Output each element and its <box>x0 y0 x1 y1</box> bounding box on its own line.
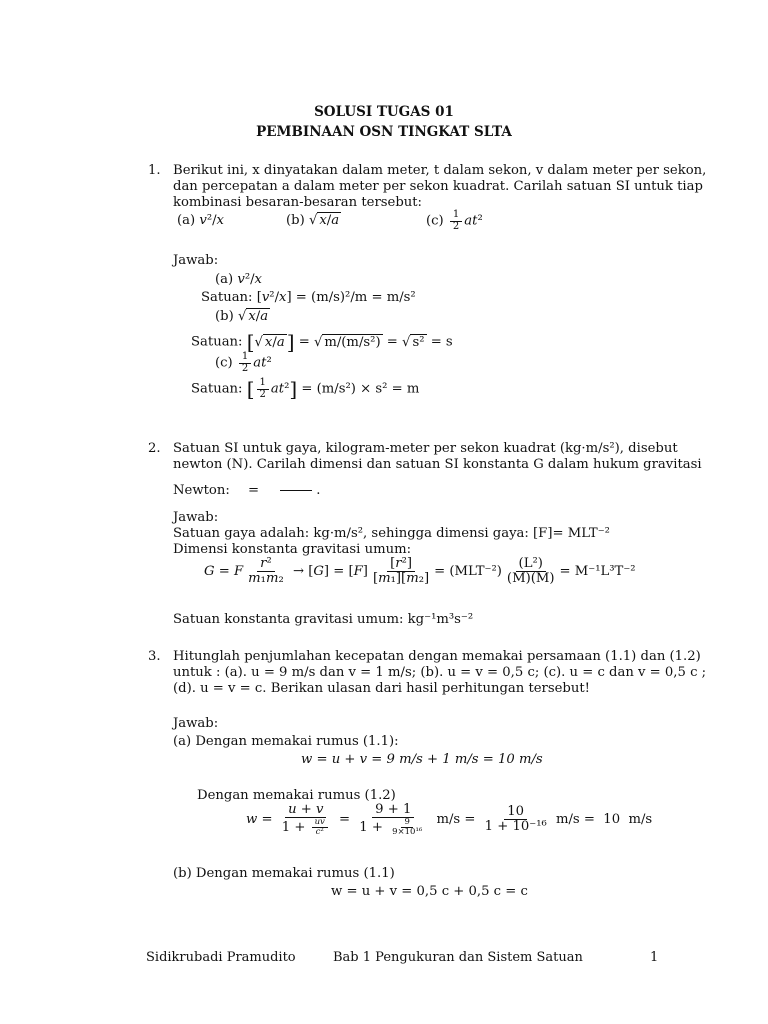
question-3-number: 3. <box>148 649 161 664</box>
question-3-line-3: (d). u = v = c. Berikan ulasan dari hasil perhitungan tersebut! <box>173 681 590 696</box>
q2-answer-1: Satuan gaya adalah: kg·m/s², sehingga dimensi gaya: [F]= MLT⁻² <box>173 526 610 541</box>
q2-jawab: Jawab: <box>173 510 219 525</box>
q3-part-a-equation: w = u + v = 9 m/s + 1 m/s = 10 m/s <box>301 752 543 767</box>
question-3-line-2: untuk : (a). u = 9 m/s dan v = 1 m/s; (b). u = v = 0,5 c; (c). u = c dan v = 0,5 c ; <box>173 665 707 680</box>
q2-answer-2: Dimensi konstanta gravitasi umum: <box>173 542 412 557</box>
question-2-line-1: Satuan SI untuk gaya, kilogram-meter per sekon kuadrat (kg·m/s²), disebut <box>173 441 678 456</box>
q3-part-b-label: (b) Dengan memakai rumus (1.1) <box>173 866 395 881</box>
q2-newton-label: Newton: <box>173 483 230 498</box>
page-subtitle: PEMBINAAN OSN TINGKAT SLTA <box>256 124 512 140</box>
option-a: (a) v²/x <box>177 213 224 228</box>
q1-jawab: Jawab: <box>173 253 219 268</box>
q3-part-a-label: (a) Dengan memakai rumus (1.1): <box>173 734 399 749</box>
q3-part-a2-equation: w = u + v 1 + $\frac{uv}{\text{c²}}$ = 9 + 1 1 + $\frac{9}{\text{9×10¹⁶}}$ m/s = $\frac{10}{\text{1 + 10⁻¹⁶}}$ m/s = 10 m/s <box>246 802 653 837</box>
footer-chapter: Bab 1 Pengukuran dan Sistem Satuan <box>333 950 583 965</box>
q1-answer-a: (a) v²/x <box>215 272 262 287</box>
q1-answer-b-unit: Satuan: [√ x/a ] = √ m/(m/s²) = √ s² = s <box>191 330 453 354</box>
option-c: (c) $\frac{1}{2}$ at² <box>426 209 483 232</box>
option-b: (b) √ x/a <box>286 213 340 228</box>
question-1-line-3: kombinasi besaran-besaran tersebut: <box>173 195 423 210</box>
q2-dimension-equation: G = F $\frac{\text{r²}}{\text{m₁m₂}}$ → [ G ] = [ F ] $\frac{\text{[r²]}}{\text{[m₁][m₂]}}$ = (MLT⁻²) $\frac{\text{(L²)}}{(M)(M)}$ = M⁻¹L³T⁻² <box>204 556 636 586</box>
q1-answer-c-unit: Satuan: [ $\frac{1}{2}$ at²] = (m/s²) × s² = m <box>191 377 420 401</box>
footer-page-number: 1 <box>650 950 659 965</box>
q2-answer-3: Satuan konstanta gravitasi umum: kg⁻¹m³s⁻² <box>173 612 474 627</box>
footer-author: Sidikrubadi Pramudito <box>146 950 296 965</box>
question-1-line-2: dan percepatan a dalam meter per sekon kuadrat. Carilah satuan SI untuk tiap <box>173 179 703 194</box>
question-2-number: 2. <box>148 441 161 456</box>
q3-jawab: Jawab: <box>173 716 219 731</box>
page-title: SOLUSI TUGAS 01 <box>314 104 454 120</box>
question-2-line-2: newton (N). Carilah dimensi dan satuan SI konstanta G dalam hukum gravitasi <box>173 457 702 472</box>
q3-part-b-equation: w = u + v = 0,5 c + 0,5 c = c <box>331 884 528 899</box>
question-1-line-1: Berikut ini, x dinyatakan dalam meter, t dalam sekon, v dalam meter per sekon, <box>173 163 707 178</box>
question-1-number: 1. <box>148 163 161 178</box>
q2-newton-formula: = . <box>248 483 321 498</box>
q1-answer-c: (c) $\frac{1}{2}$ at² <box>215 351 272 374</box>
q1-answer-b: (b) √ x/a <box>215 309 269 324</box>
q1-answer-a-unit: Satuan: [v²/x] = (m/s)²/m = m/s² <box>201 290 416 305</box>
question-3-line-1: Hitunglah penjumlahan kecepatan dengan memakai persamaan (1.1) dan (1.2) <box>173 649 701 664</box>
q3-part-a2-label: Dengan memakai rumus (1.2) <box>197 788 396 803</box>
